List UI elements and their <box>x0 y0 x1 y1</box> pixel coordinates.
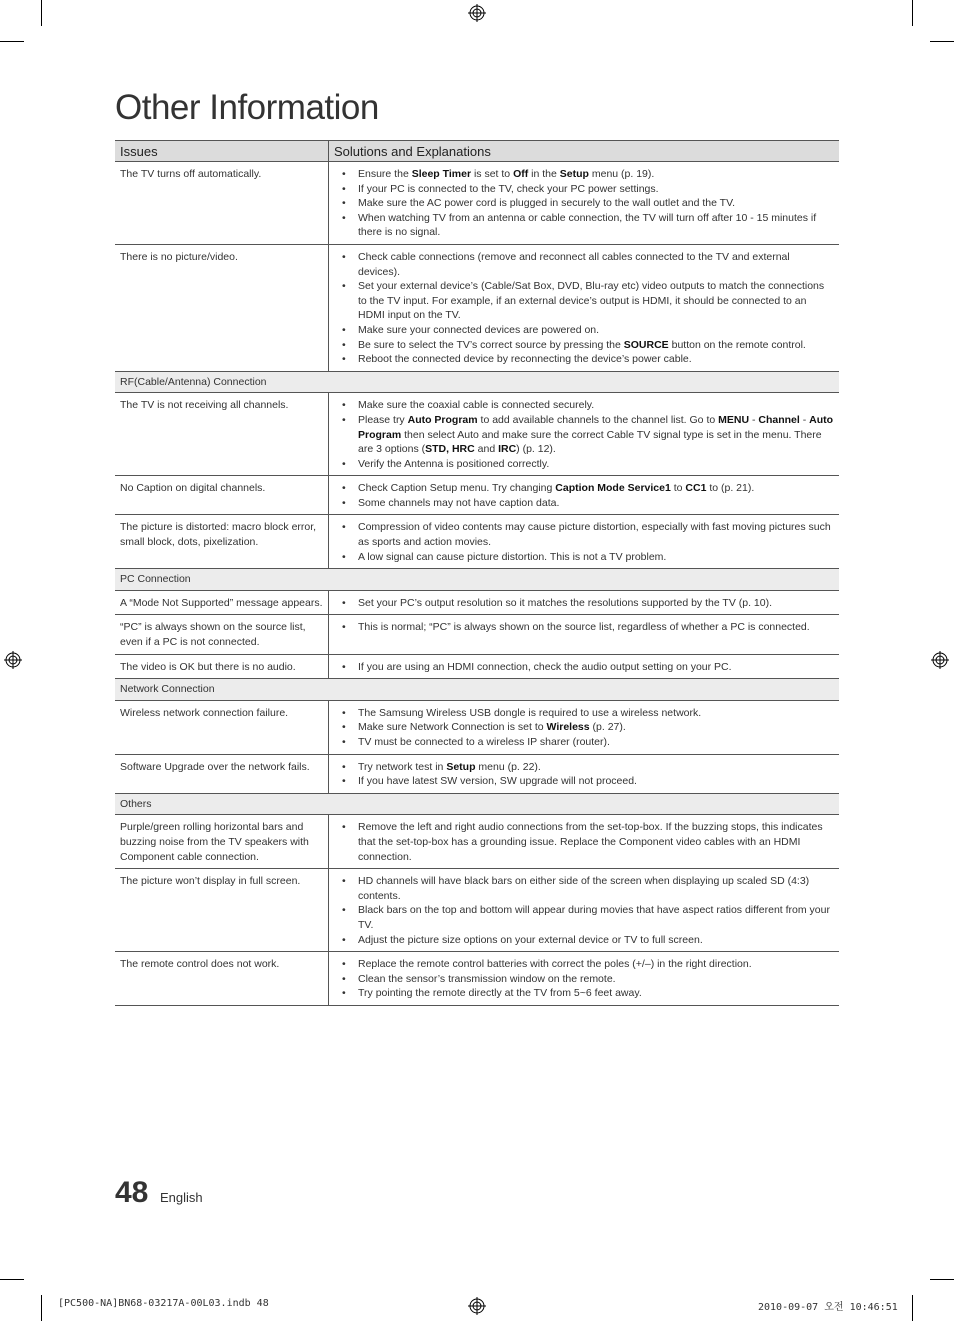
issue-cell: Software Upgrade over the network fails. <box>115 754 329 793</box>
solution-list <box>334 706 834 750</box>
issue-cell: Purple/green rolling horizontal bars and buzzing noise from the TV speakers with Component cable connection. <box>115 815 329 869</box>
menu-term: Caption Mode Service1 <box>555 482 671 495</box>
section-label: PC Connection <box>115 569 839 591</box>
solution-item: • The Samsung Wireless USB dongle is required to use a wireless network. <box>342 706 702 719</box>
menu-term: Sleep Timer <box>411 168 472 180</box>
issue-cell: There is no picture/video. <box>115 244 329 371</box>
solution-item: • Compression of video contents may cause picture distortion, especially with fast moving pictures such as sports and action movies. <box>342 521 831 549</box>
bullet-icon: • <box>342 482 346 495</box>
registration-mark-icon <box>931 651 949 669</box>
table-row <box>115 754 839 793</box>
table-row <box>115 615 839 654</box>
bullet-icon: • <box>342 250 346 263</box>
bullet-icon: • <box>342 660 346 673</box>
crop-mark <box>912 0 913 26</box>
solution-item: • A low signal can cause picture distortion. This is not a TV problem. <box>342 550 667 563</box>
bullet-icon: • <box>342 721 346 734</box>
menu-term: STD, HRC <box>425 443 475 456</box>
menu-term: Channel <box>758 413 800 426</box>
solution-cell <box>329 700 840 754</box>
table-section-row <box>115 569 839 591</box>
table-section-row <box>115 679 839 701</box>
issue-cell: Wireless network connection failure. <box>115 700 329 754</box>
issue-cell: The picture is distorted: macro block error, small block, dots, pixelization. <box>115 515 329 569</box>
bullet-icon: • <box>342 821 346 834</box>
solution-list <box>334 957 834 1001</box>
crop-mark <box>930 41 954 42</box>
issue-cell: The TV is not receiving all channels. <box>115 393 329 476</box>
bullet-icon: • <box>342 596 346 609</box>
solution-cell <box>329 515 840 569</box>
solution-item: • Try network test in Setup menu (p. 22). <box>342 760 541 773</box>
bullet-icon: • <box>342 875 346 888</box>
troubleshooting-table <box>115 140 839 1006</box>
table-section-row <box>115 793 839 815</box>
solution-item: • Set your PC’s output resolution so it matches the resolutions supported by the TV (p. 10). <box>342 596 773 609</box>
print-slug-right: 2010-09-07 오전 10:46:51 <box>758 1302 898 1313</box>
solution-item: • Make sure Network Connection is set to Wireless (p. 27). <box>342 721 626 734</box>
table-header-row <box>115 141 839 162</box>
solution-cell <box>329 654 840 679</box>
crop-mark <box>41 1295 42 1321</box>
solution-item: • If you are using an HDMI connection, check the audio output setting on your PC. <box>342 660 732 673</box>
crop-mark <box>0 1279 24 1280</box>
bullet-icon: • <box>342 760 346 773</box>
solution-item: • This is normal; “PC” is always shown on the source list, regardless of whether a PC is connected. <box>342 621 810 634</box>
solution-cell <box>329 590 840 615</box>
menu-term: SOURCE <box>623 338 669 351</box>
solution-item: • Please try Auto Program to add available channels to the channel list. Go to MENU - Channel - Auto Program then select Auto and make sure the correct Cable TV signal type is set in the menu. There are 3 options (STD, HRC and IRC) (p. 12). <box>342 413 834 456</box>
bullet-icon: • <box>342 775 346 788</box>
bullet-icon: • <box>342 496 346 509</box>
bullet-icon: • <box>342 323 346 336</box>
solution-item: • Set your external device’s (Cable/Sat Box, DVD, Blu-ray etc) video outputs to match the connections to the TV input. For example, if an external device’s output is HDMI, it should be connected to an HDMI input on the TV. <box>342 280 825 322</box>
solution-item: • Remove the left and right audio connections from the set-top-box. If the buzzing stops, this indicates that the set-top-box has a grounding issue. Replace the Component video cables with an HDMI connection. <box>342 821 823 863</box>
crop-mark <box>912 1295 913 1321</box>
bullet-icon: • <box>342 399 346 412</box>
bullet-icon: • <box>342 211 346 224</box>
solution-item: • Make sure the coaxial cable is connected securely. <box>342 399 595 412</box>
menu-term: Auto Program <box>407 413 478 426</box>
table-section-row <box>115 371 839 393</box>
bullet-icon: • <box>342 933 346 946</box>
page-title: Other Information <box>115 88 379 127</box>
registration-mark-icon <box>4 651 22 669</box>
page-language: English <box>160 1190 203 1205</box>
issue-cell: The remote control does not work. <box>115 952 329 1006</box>
bullet-icon: • <box>342 736 346 748</box>
issue-cell: “PC” is always shown on the source list, even if a PC is not connected. <box>115 615 329 654</box>
bullet-icon: • <box>342 457 346 470</box>
solution-list <box>334 398 834 471</box>
registration-mark-icon <box>468 4 486 22</box>
solution-item: • When watching TV from an antenna or cable connection, the TV will turn off after 10 - 15 minutes if there is no signal. <box>342 211 817 239</box>
header-solutions: Solutions and Explanations <box>329 141 840 162</box>
solution-cell <box>329 476 840 515</box>
issue-cell: No Caption on digital channels. <box>115 476 329 515</box>
table-body <box>115 162 839 1006</box>
solution-cell <box>329 393 840 476</box>
solution-item: • If you have latest SW version, SW upgrade will not proceed. <box>342 775 637 788</box>
solution-cell <box>329 869 840 952</box>
menu-term: CC1 <box>685 482 707 495</box>
bullet-icon: • <box>342 197 346 210</box>
solution-cell <box>329 815 840 869</box>
section-label: Network Connection <box>115 679 839 701</box>
solution-list <box>334 596 834 611</box>
table-row <box>115 815 839 869</box>
solution-list <box>334 250 834 367</box>
solution-cell <box>329 615 840 654</box>
solution-list <box>334 481 834 510</box>
solution-item: • Black bars on the top and bottom will appear during movies that have aspect ratios different from your TV. <box>342 904 830 931</box>
crop-mark <box>0 41 24 42</box>
solution-item: • Check cable connections (remove and reconnect all cables connected to the TV and external devices). <box>342 250 790 278</box>
solution-item: • Ensure the Sleep Timer is set to Off in the Setup menu (p. 19). <box>342 168 655 180</box>
menu-term: IRC <box>498 443 517 456</box>
solution-cell <box>329 162 840 245</box>
solution-item: • Check Caption Setup menu. Try changing Caption Mode Service1 to CC1 to (p. 21). <box>342 482 755 495</box>
section-label: RF(Cable/Antenna) Connection <box>115 371 839 393</box>
bullet-icon: • <box>342 706 346 719</box>
solution-item: • Make sure your connected devices are powered on. <box>342 323 600 336</box>
bullet-icon: • <box>342 958 346 971</box>
solution-list <box>334 660 834 675</box>
crop-mark <box>930 1279 954 1280</box>
solution-list <box>334 874 834 947</box>
table-row <box>115 162 839 245</box>
bullet-icon: • <box>342 521 346 534</box>
table-row <box>115 393 839 476</box>
menu-term: Auto Program <box>358 413 834 441</box>
solution-cell <box>329 754 840 793</box>
table-row <box>115 244 839 371</box>
bullet-icon: • <box>342 338 346 351</box>
menu-term: Wireless <box>546 721 590 734</box>
bullet-icon: • <box>342 353 346 366</box>
page-number: 48 <box>115 1176 149 1209</box>
print-slug-left: [PC500-NA]BN68-03217A-00L03.indb 48 <box>58 1298 269 1309</box>
solution-item: • TV must be connected to a wireless IP sharer (router). <box>342 736 610 748</box>
solution-item: • Clean the sensor’s transmission window on the remote. <box>342 972 616 985</box>
bullet-icon: • <box>342 621 346 634</box>
bullet-icon: • <box>342 168 346 180</box>
bullet-icon: • <box>342 413 346 426</box>
table-row <box>115 590 839 615</box>
solution-list <box>334 520 834 564</box>
solution-list <box>334 167 834 240</box>
solution-item: • Try pointing the remote directly at the TV from 5~6 feet away. <box>342 987 642 1000</box>
menu-term: Setup <box>446 760 476 773</box>
menu-term: Setup <box>559 168 589 180</box>
section-label: Others <box>115 793 839 815</box>
bullet-icon: • <box>342 182 346 195</box>
bullet-icon: • <box>342 972 346 985</box>
menu-term: MENU <box>718 413 750 426</box>
table-row <box>115 952 839 1006</box>
table-row <box>115 654 839 679</box>
solution-list <box>334 620 834 635</box>
issue-cell: The video is OK but there is no audio. <box>115 654 329 679</box>
solution-item: • Reboot the connected device by reconnecting the device’s power cable. <box>342 353 692 366</box>
table-row <box>115 700 839 754</box>
bullet-icon: • <box>342 904 346 917</box>
solution-item: • Be sure to select the TV’s correct source by pressing the SOURCE button on the remote control. <box>342 338 806 351</box>
issue-cell: The picture won’t display in full screen. <box>115 869 329 952</box>
registration-mark-icon <box>468 1297 486 1315</box>
issue-cell: The TV turns off automatically. <box>115 162 329 245</box>
bullet-icon: • <box>342 550 346 563</box>
menu-term: Off <box>513 168 529 180</box>
solution-item: • Replace the remote control batteries with correct the poles (+/–) in the right direction. <box>342 958 752 971</box>
solution-item: • Adjust the picture size options on your external device or TV to full screen. <box>342 933 703 946</box>
issue-cell: A “Mode Not Supported” message appears. <box>115 590 329 615</box>
solution-list <box>334 820 834 864</box>
solution-item: • Some channels may not have caption data. <box>342 496 560 509</box>
header-issues: Issues <box>115 141 329 162</box>
solution-list <box>334 760 834 789</box>
solution-item: • If your PC is connected to the TV, check your PC power settings. <box>342 182 659 195</box>
table-row <box>115 869 839 952</box>
solution-item: • Verify the Antenna is positioned correctly. <box>342 457 550 470</box>
solution-cell <box>329 952 840 1006</box>
solution-item: • Make sure the AC power cord is plugged in securely to the wall outlet and the TV. <box>342 197 736 210</box>
solution-item: • HD channels will have black bars on either side of the screen when displaying up scaled SD (4:3) contents. <box>342 875 810 902</box>
bullet-icon: • <box>342 987 346 1000</box>
table-row <box>115 476 839 515</box>
crop-mark <box>41 0 42 26</box>
bullet-icon: • <box>342 280 346 293</box>
table-row <box>115 515 839 569</box>
solution-cell <box>329 244 840 371</box>
